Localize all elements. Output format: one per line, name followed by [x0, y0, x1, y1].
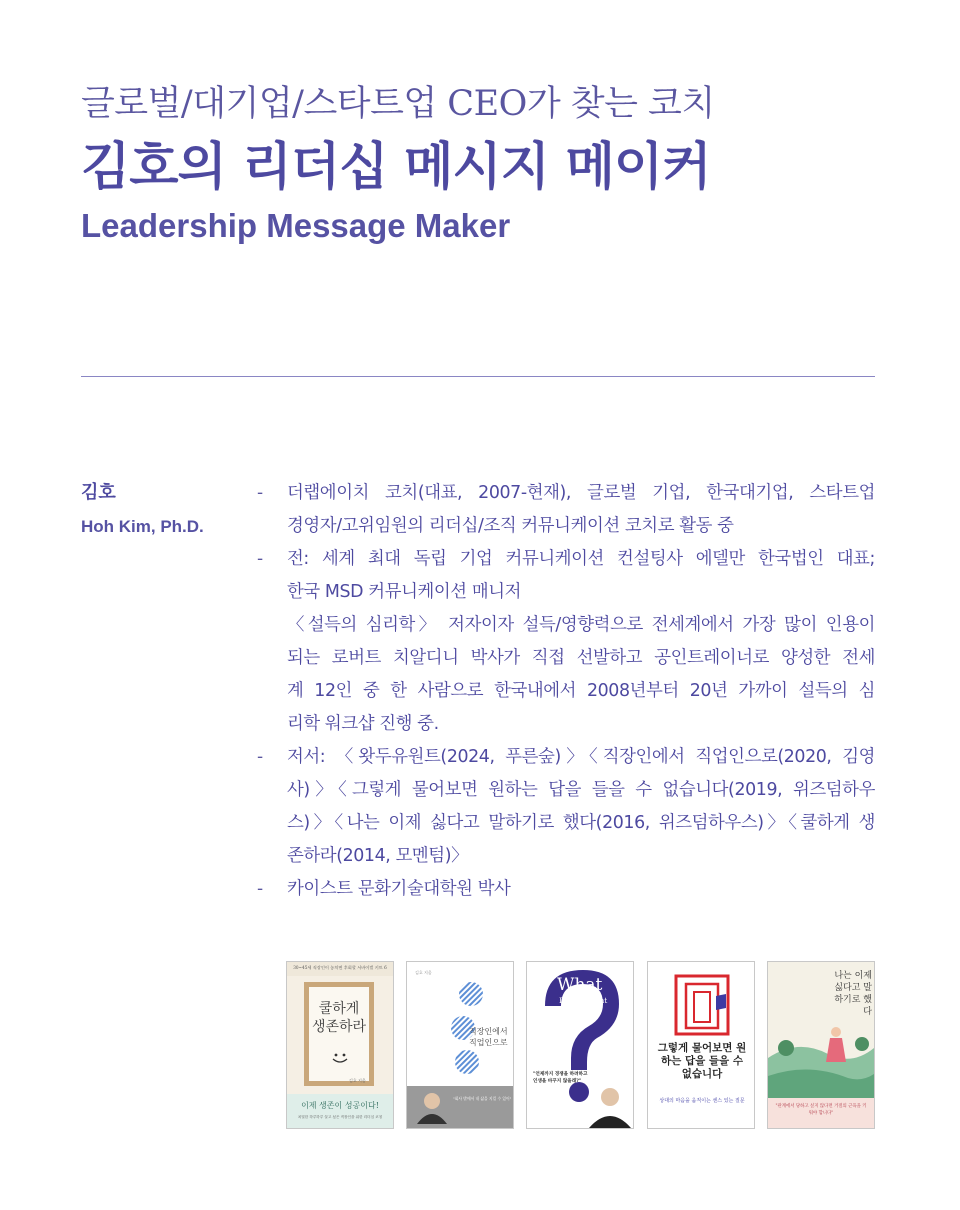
book-cover-title: 직장인에서 직업인으로 [469, 1027, 508, 1047]
bio-line: 스)〉〈나는 이제 싫다고 말하기로 했다(2016, 위즈덤하우스)〉〈쿨하게 생 [287, 813, 875, 833]
bio-line: 계 12인 중 한 사람으로 한국내에서 2008년부터 20년 가까이 설득의 심 [287, 681, 875, 701]
book-cover-quote: "회사 밖에서 내 삶을 지킬 수 있어" [453, 1096, 511, 1101]
bullet-dash: - [257, 747, 264, 767]
page-title: 김호의 리더십 메시지 메이커 [81, 138, 711, 197]
book-cover-subtitle: Do You Want [559, 996, 608, 1005]
bio-line: 경영자/고위임원의 리더십/조직 커뮤니케이션 코치로 활동 중 [287, 516, 734, 536]
bio-list [257, 477, 875, 906]
book-cover-title: 나는 이제 싫다고 말하기로 했다 [834, 971, 872, 1017]
bio-item-previous-role [257, 543, 875, 741]
bullet-dash: - [257, 549, 264, 569]
book-cover-note: 치열한 하루하루 살고 싶은 직장인을 위한 리더십 코칭 [297, 1115, 383, 1119]
garden-illustration [768, 1018, 874, 1098]
bio-line: 더랩에이치 코치(대표, 2007-현재), 글로벌 기업, 한국대기업, 스타트업 [287, 483, 875, 503]
book-cover-title: 그렇게 물어보면 원하는 답을 들을 수 없습니다 [657, 1042, 747, 1080]
bio-line: 〈설득의 심리학〉 저자이자 설득/영향력으로 전세계에서 가장 많이 인용이 [287, 615, 875, 635]
author-photo [415, 1090, 449, 1124]
bio-item-books [257, 741, 875, 873]
bio-item-current-role [257, 477, 875, 543]
bio-line: 저서: 〈왓두유원트(2024, 푸른숲)〉〈직장인에서 직업인으로(2020, 김영 [287, 747, 875, 767]
book-cover-quote: "언제까지 경쟁을 하려하고 인생을 바꾸지 않을래?" [533, 1072, 588, 1084]
bio-line: 존하라(2014, 모멘텀)〉 [287, 846, 469, 866]
book-cover-what-do-you-want [526, 961, 634, 1129]
book-cover-title: What [557, 975, 603, 995]
bio-item-education [257, 873, 875, 906]
page-title-english: Leadership Message Maker [81, 207, 511, 244]
book-cover-top-text: 30~45세 직장인이 놓치면 후회할 서바이벌 키트 6 [293, 965, 387, 970]
bio-line: 되는 로버트 치알디니 박사가 직접 선발하고 공인트레이너로 양성한 전세 [287, 648, 875, 668]
book-cover-tagline: 이제 생존이 성공이다! [301, 1101, 379, 1110]
bullet-dash: - [257, 879, 264, 899]
bio-line: 카이스트 문화기술대학원 박사 [287, 879, 511, 899]
book-cover-ask-differently [647, 961, 755, 1129]
smile-icon [330, 1052, 350, 1064]
profile-name-block [81, 480, 204, 538]
profile-name-english: Hoh Kim, Ph.D. [81, 517, 204, 536]
book-cover-quote: "관계에서 당하고 싶지 않다면 거절의 근육을 키워야 합니다" [775, 1104, 867, 1116]
doors-icon [672, 972, 732, 1036]
bio-line: 사)〉〈그렇게 물어보면 원하는 답을 들을 수 없습니다(2019, 위즈덤하우 [287, 780, 875, 800]
bullet-dash: - [257, 483, 264, 503]
bio-line: 전: 세계 최대 독립 기업 커뮤니케이션 컨설팅사 에델만 한국법인 대표; [287, 549, 875, 569]
author-photo [589, 1084, 631, 1128]
bio-line: 리학 워크샵 진행 중. [287, 714, 439, 734]
book-cover-worker-to-professional [406, 961, 514, 1129]
book-cover-subtitle: 상대의 마음을 움직이는 센스 있는 질문 [659, 1098, 745, 1104]
divider [81, 376, 875, 377]
header [81, 82, 881, 246]
book-cover-cool-survive [286, 961, 394, 1129]
bio-line: 한국 MSD 커뮤니케이션 매니저 [287, 582, 522, 602]
book-cover-saying-no [767, 961, 875, 1129]
page-subtitle: 글로벌/대기업/스타트업 CEO가 찾는 코치 [81, 84, 715, 124]
book-cover-title: 쿨하게 생존하라 [311, 1001, 367, 1035]
book-cover-author: 김호 지음 [415, 970, 432, 975]
profile-name-korean: 김호 [81, 482, 116, 503]
book-cover-author: 김호 지음 [349, 1078, 366, 1083]
